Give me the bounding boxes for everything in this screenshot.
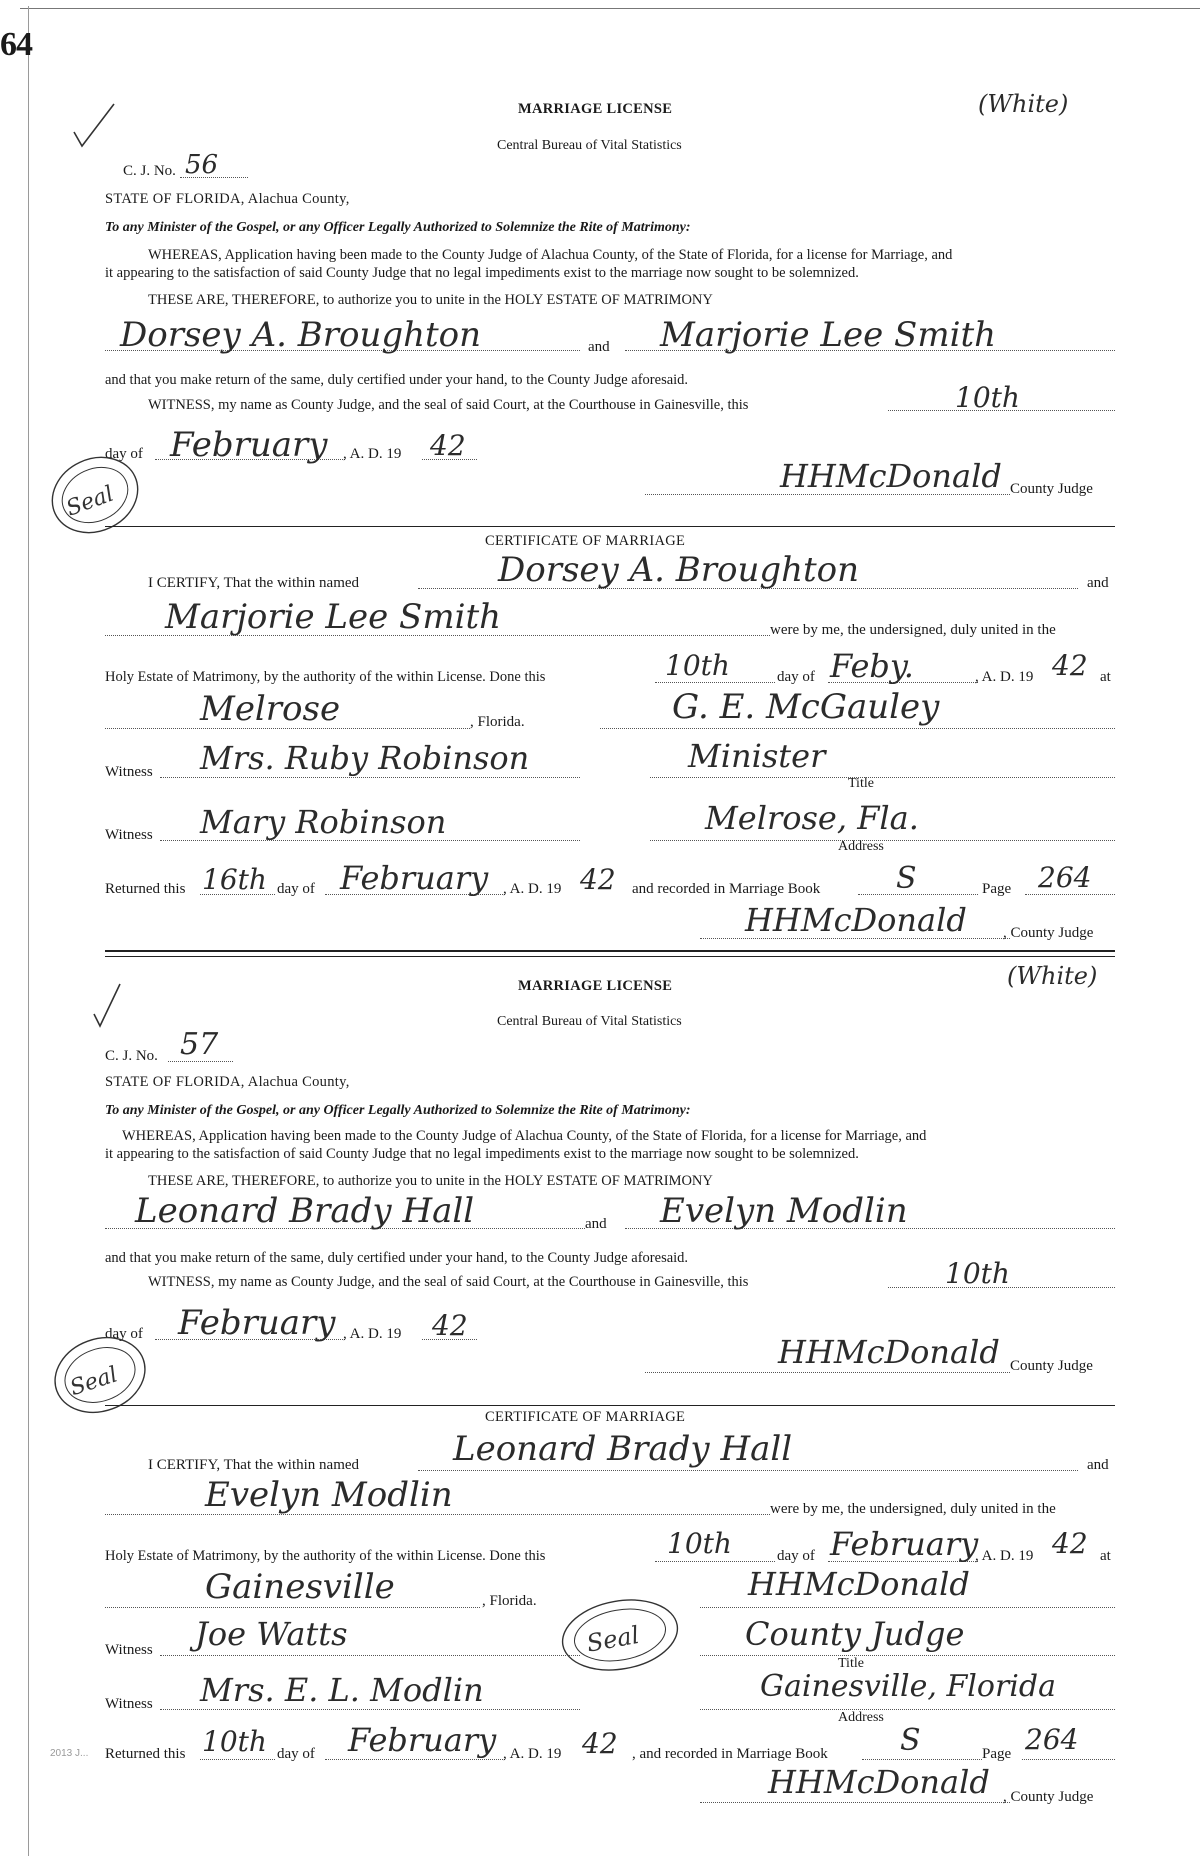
- officiant-line: [600, 728, 1115, 729]
- witness-line: WITNESS, my name as County Judge, and the seal of said Court, at the Courthouse in Gainesville, this: [148, 397, 749, 413]
- florida-label: , Florida.: [482, 1593, 537, 1609]
- license-bride: Evelyn Modlin: [660, 1191, 908, 1231]
- page-left-edge: [28, 6, 29, 1856]
- cert-done-year: 42: [1052, 649, 1088, 682]
- done-day-line: [655, 682, 775, 683]
- book-line: [862, 1759, 982, 1760]
- cert-and-label: and: [1087, 1457, 1109, 1473]
- page-line: [1025, 894, 1115, 895]
- page-label: Page: [982, 881, 1012, 897]
- seal-icon: [550, 1590, 690, 1680]
- page-label: Page: [982, 1746, 1012, 1762]
- cert-page: 264: [1025, 1723, 1079, 1756]
- license-year: 42: [430, 429, 466, 462]
- holy-estate-line: Holy Estate of Matrimony, by the authority of the within License. Done this: [105, 669, 546, 685]
- witness1-line: [160, 777, 580, 778]
- bureau-label: Central Bureau of Vital Statistics: [497, 138, 682, 153]
- and-label: and: [588, 339, 610, 355]
- cj-label: C. J. No.: [123, 163, 176, 179]
- seal-icon: [40, 440, 150, 550]
- county-judge-label: County Judge: [1010, 1358, 1093, 1374]
- page-line: [1022, 1759, 1115, 1760]
- witness1-label: Witness: [105, 1642, 153, 1658]
- cert-ret-year: 42: [582, 1727, 618, 1760]
- seal-icon: [40, 1320, 160, 1430]
- page-number: 64: [0, 26, 32, 63]
- cert-groom: Leonard Brady Hall: [453, 1429, 793, 1469]
- ret-day-of: day of: [277, 881, 315, 897]
- license-bride: Marjorie Lee Smith: [660, 315, 996, 355]
- cert-done-month: February: [830, 1525, 979, 1563]
- cert-groom: Dorsey A. Broughton: [498, 550, 860, 590]
- certify-label: I CERTIFY, That the within named: [148, 575, 360, 591]
- address-to: To any Minister of the Gospel, or any Officer Legally Authorized to Solemnize the Rite of Matrimony:: [105, 1103, 691, 1118]
- license-month: February: [170, 425, 328, 465]
- cert-judge-signature: HHMcDonald: [745, 901, 967, 939]
- cert-witness1: Joe Watts: [195, 1615, 348, 1653]
- license-title: MARRIAGE LICENSE: [518, 101, 673, 117]
- certify-label: I CERTIFY, That the within named: [148, 1457, 360, 1473]
- cert-ret-month: February: [348, 1721, 497, 1759]
- cert-witness1: Mrs. Ruby Robinson: [200, 739, 530, 777]
- cert-ret-month: February: [340, 859, 489, 897]
- cert-judge-signature: HHMcDonald: [768, 1763, 990, 1801]
- cert-officiant: G. E. McGauley: [672, 687, 940, 727]
- cj-number: 56: [185, 150, 219, 180]
- ret-day-of: day of: [277, 1746, 315, 1762]
- ret-ad-label: , A. D. 19: [503, 881, 562, 897]
- license-day: 10th: [945, 1257, 1010, 1290]
- cert-groom-line: [418, 1470, 1078, 1471]
- cert-ret-year: 42: [580, 863, 616, 896]
- whereas-line-2: it appearing to the satisfaction of said County Judge that no legal impediments exist to the marriage now sought to be solemnized.: [105, 1146, 859, 1162]
- witness2-label: Witness: [105, 1696, 153, 1712]
- license-judge-signature: HHMcDonald: [780, 457, 1002, 495]
- ad-label: , A. D. 19: [343, 1326, 402, 1342]
- license-title: MARRIAGE LICENSE: [518, 978, 673, 994]
- state-line: STATE OF FLORIDA, Alachua County,: [105, 1074, 350, 1090]
- cert-ret-day: 10th: [202, 1725, 267, 1758]
- license-groom: Dorsey A. Broughton: [120, 315, 482, 355]
- done-day-line: [655, 1561, 775, 1562]
- cert-done-day: 10th: [665, 649, 730, 682]
- ret-month-line: [325, 1759, 505, 1760]
- race-note: (White): [978, 90, 1069, 118]
- bureau-label: Central Bureau of Vital Statistics: [497, 1014, 682, 1029]
- cert-witness2: Mary Robinson: [200, 803, 447, 841]
- license-day: 10th: [955, 381, 1020, 414]
- title-line: [650, 777, 1115, 778]
- returned-label: Returned this: [105, 881, 186, 897]
- license-judge-signature: HHMcDonald: [778, 1333, 1000, 1371]
- cert-done-year: 42: [1052, 1527, 1088, 1560]
- cert-witness2: Mrs. E. L. Modlin: [200, 1671, 484, 1709]
- officiant-line: [700, 1607, 1115, 1608]
- cert-bride: Evelyn Modlin: [205, 1475, 453, 1515]
- cert-title-value: County Judge: [745, 1615, 965, 1653]
- address-to: To any Minister of the Gospel, or any Officer Legally Authorized to Solemnize the Rite of Matrimony:: [105, 220, 691, 235]
- section-divider: [105, 526, 1115, 527]
- checkmark-icon: [70, 100, 120, 150]
- return-line: and that you make return of the same, duly certified under your hand, to the County Judge aforesaid.: [105, 372, 689, 388]
- cj-label: C. J. No.: [105, 1048, 158, 1064]
- place-line: [105, 1607, 480, 1608]
- record-divider: [105, 950, 1115, 952]
- cert-place: Gainesville: [205, 1567, 395, 1607]
- ad-label: , A. D. 19: [343, 446, 402, 462]
- and-label: and: [585, 1216, 607, 1232]
- recorded-label: , and recorded in Marriage Book: [632, 1746, 828, 1762]
- title-line: [700, 1655, 1115, 1656]
- witness1-line: [160, 1655, 580, 1656]
- cj-number: 57: [180, 1027, 219, 1062]
- cert-done-day: 10th: [667, 1527, 732, 1560]
- united-label: were by me, the undersigned, duly united in the: [770, 622, 1056, 638]
- address-line: [700, 1709, 1115, 1710]
- whereas-line-1: WHEREAS, Application having been made to the County Judge of Alachua County, of the State of Florida, for a license for Marriage, and: [148, 247, 953, 263]
- cert-address-value: Melrose, Fla.: [705, 799, 919, 837]
- license-groom: Leonard Brady Hall: [135, 1191, 475, 1231]
- cert-place: Melrose: [200, 689, 341, 729]
- race-note: (White): [1007, 962, 1098, 990]
- these-are-line: THESE ARE, THEREFORE, to authorize you to unite in the HOLY ESTATE OF MATRIMONY: [148, 292, 713, 308]
- state-line: STATE OF FLORIDA, Alachua County,: [105, 191, 350, 207]
- address-label: Address: [838, 839, 884, 854]
- seal-text: Seal: [67, 1362, 121, 1402]
- whereas-line-1: WHEREAS, Application having been made to the County Judge of Alachua County, of the State of Florida, for a license for Marriage, and: [122, 1128, 927, 1144]
- whereas-line-2: it appearing to the satisfaction of said County Judge that no legal impediments exist to the marriage now sought to be solemnized.: [105, 265, 859, 281]
- done-ad-label: , A. D. 19: [975, 669, 1034, 685]
- checkmark-icon: [90, 980, 130, 1030]
- record-divider-2: [105, 956, 1115, 957]
- seal-text: Seal: [584, 1620, 642, 1658]
- witness1-label: Witness: [105, 764, 153, 780]
- cert-judge-line: [700, 1802, 1010, 1803]
- at-label: at: [1100, 669, 1111, 685]
- cert-book: S: [896, 861, 917, 896]
- cert-bride: Marjorie Lee Smith: [165, 597, 501, 637]
- witness2-line: [160, 1709, 580, 1710]
- at-label: at: [1100, 1548, 1111, 1564]
- title-label: Title: [838, 1656, 864, 1671]
- these-are-line: THESE ARE, THEREFORE, to authorize you to unite in the HOLY ESTATE OF MATRIMONY: [148, 1173, 713, 1189]
- cert-county-judge: , County Judge: [1003, 925, 1094, 941]
- done-day-of: day of: [777, 1548, 815, 1564]
- license-year: 42: [432, 1309, 468, 1342]
- holy-estate-line: Holy Estate of Matrimony, by the authority of the within License. Done this: [105, 1548, 546, 1564]
- witness-line: WITNESS, my name as County Judge, and the seal of said Court, at the Courthouse in Gainesville, this: [148, 1274, 749, 1290]
- cert-book: S: [900, 1723, 921, 1758]
- cert-county-judge: , County Judge: [1003, 1789, 1094, 1805]
- cert-done-month: Feby.: [830, 647, 914, 685]
- day-of-label: day of: [105, 446, 143, 462]
- recorded-label: and recorded in Marriage Book: [632, 881, 821, 897]
- cert-and-label: and: [1087, 575, 1109, 591]
- section-divider: [105, 1405, 1115, 1406]
- done-ad-label: , A. D. 19: [975, 1548, 1034, 1564]
- title-label: Title: [848, 776, 874, 791]
- judge-sig-line: [645, 1372, 1010, 1373]
- copyright-watermark: 2013 J...: [50, 1748, 89, 1759]
- cert-officiant: HHMcDonald: [748, 1565, 970, 1603]
- seal-text: Seal: [63, 481, 118, 522]
- book-line: [858, 894, 978, 895]
- returned-label: Returned this: [105, 1746, 186, 1762]
- cert-title-value: Minister: [688, 737, 826, 775]
- day-of-label: day of: [105, 1326, 143, 1342]
- certificate-title: CERTIFICATE OF MARRIAGE: [485, 533, 686, 549]
- ret-day-line: [200, 1759, 275, 1760]
- page-top-edge: [20, 0, 1200, 9]
- done-day-of: day of: [777, 669, 815, 685]
- license-month: February: [178, 1303, 336, 1343]
- county-judge-label: County Judge: [1010, 481, 1093, 497]
- certificate-title: CERTIFICATE OF MARRIAGE: [485, 1409, 686, 1425]
- florida-label: , Florida.: [470, 714, 525, 730]
- cert-page: 264: [1038, 861, 1092, 894]
- cert-address-value: Gainesville, Florida: [760, 1669, 1056, 1704]
- return-line: and that you make return of the same, duly certified under your hand, to the County Judge aforesaid.: [105, 1250, 689, 1266]
- cert-ret-day: 16th: [202, 863, 267, 896]
- united-label: were by me, the undersigned, duly united in the: [770, 1501, 1056, 1517]
- witness2-label: Witness: [105, 827, 153, 843]
- address-label: Address: [838, 1710, 884, 1725]
- ret-ad-label: , A. D. 19: [503, 1746, 562, 1762]
